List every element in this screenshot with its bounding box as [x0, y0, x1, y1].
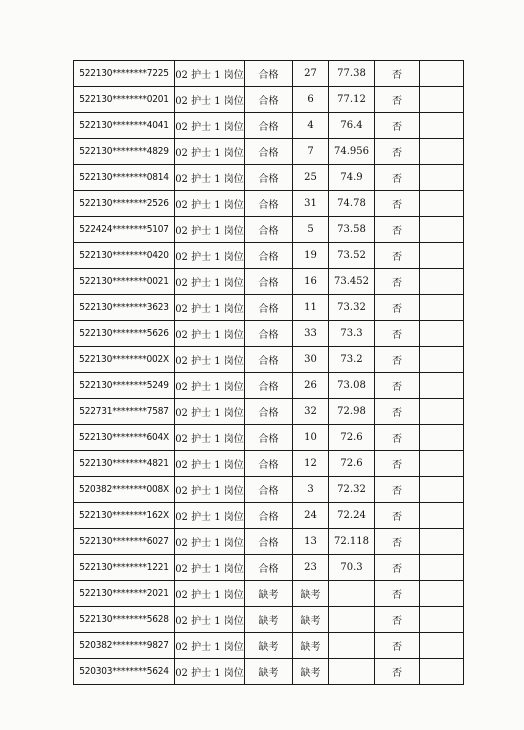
extra-cell — [420, 165, 464, 191]
rank-cell: 6 — [293, 87, 329, 113]
id-cell: 522130********7225 — [74, 61, 175, 87]
score-cell: 73.52 — [329, 243, 375, 269]
flag-cell: 否 — [375, 269, 420, 295]
score-cell: 76.4 — [329, 113, 375, 139]
flag-cell: 否 — [375, 113, 420, 139]
flag-cell: 否 — [375, 373, 420, 399]
results-table-body — [74, 61, 464, 685]
rank-cell: 5 — [293, 217, 329, 243]
post-cell: 02 护士 1 岗位 — [175, 529, 245, 555]
qualification-cell: 合格 — [245, 347, 293, 373]
id-cell: 522130********3623 — [74, 295, 175, 321]
flag-cell: 否 — [375, 321, 420, 347]
table-row — [74, 191, 464, 217]
score-cell: 72.24 — [329, 503, 375, 529]
id-cell: 520382********9827 — [74, 633, 175, 659]
extra-cell — [420, 243, 464, 269]
post-cell: 02 护士 1 岗位 — [175, 477, 245, 503]
qualification-cell: 合格 — [245, 191, 293, 217]
qualification-cell: 合格 — [245, 451, 293, 477]
qualification-cell: 合格 — [245, 61, 293, 87]
score-cell — [329, 581, 375, 607]
extra-cell — [420, 61, 464, 87]
table-row — [74, 399, 464, 425]
post-cell: 02 护士 1 岗位 — [175, 347, 245, 373]
score-cell: 77.38 — [329, 61, 375, 87]
rank-cell: 25 — [293, 165, 329, 191]
post-cell: 02 护士 1 岗位 — [175, 633, 245, 659]
rank-cell: 16 — [293, 269, 329, 295]
table-row — [74, 295, 464, 321]
rank-cell: 缺考 — [293, 633, 329, 659]
qualification-cell: 合格 — [245, 373, 293, 399]
flag-cell: 否 — [375, 399, 420, 425]
table-row — [74, 87, 464, 113]
table-row — [74, 451, 464, 477]
extra-cell — [420, 607, 464, 633]
table-row — [74, 347, 464, 373]
rank-cell: 26 — [293, 373, 329, 399]
extra-cell — [420, 347, 464, 373]
rank-cell: 24 — [293, 503, 329, 529]
score-cell — [329, 607, 375, 633]
rank-cell: 缺考 — [293, 581, 329, 607]
id-cell: 522130********5628 — [74, 607, 175, 633]
qualification-cell: 合格 — [245, 87, 293, 113]
extra-cell — [420, 581, 464, 607]
qualification-cell: 合格 — [245, 269, 293, 295]
score-cell: 73.452 — [329, 269, 375, 295]
extra-cell — [420, 269, 464, 295]
extra-cell — [420, 191, 464, 217]
post-cell: 02 护士 1 岗位 — [175, 451, 245, 477]
score-cell: 73.58 — [329, 217, 375, 243]
score-cell — [329, 659, 375, 685]
id-cell: 522130********0201 — [74, 87, 175, 113]
id-cell: 522731********7587 — [74, 399, 175, 425]
table-row — [74, 139, 464, 165]
id-cell: 522130********4041 — [74, 113, 175, 139]
flag-cell: 否 — [375, 451, 420, 477]
flag-cell: 否 — [375, 529, 420, 555]
table-row — [74, 633, 464, 659]
extra-cell — [420, 425, 464, 451]
flag-cell: 否 — [375, 217, 420, 243]
extra-cell — [420, 87, 464, 113]
qualification-cell: 合格 — [245, 529, 293, 555]
qualification-cell: 合格 — [245, 165, 293, 191]
post-cell: 02 护士 1 岗位 — [175, 659, 245, 685]
flag-cell: 否 — [375, 139, 420, 165]
post-cell: 02 护士 1 岗位 — [175, 243, 245, 269]
post-cell: 02 护士 1 岗位 — [175, 503, 245, 529]
flag-cell: 否 — [375, 633, 420, 659]
qualification-cell: 合格 — [245, 477, 293, 503]
score-cell: 74.9 — [329, 165, 375, 191]
score-cell: 72.6 — [329, 425, 375, 451]
qualification-cell: 缺考 — [245, 581, 293, 607]
flag-cell: 否 — [375, 243, 420, 269]
rank-cell: 31 — [293, 191, 329, 217]
extra-cell — [420, 529, 464, 555]
post-cell: 02 护士 1 岗位 — [175, 373, 245, 399]
table-row — [74, 555, 464, 581]
id-cell: 522130********6027 — [74, 529, 175, 555]
post-cell: 02 护士 1 岗位 — [175, 269, 245, 295]
rank-cell: 30 — [293, 347, 329, 373]
id-cell: 522130********4829 — [74, 139, 175, 165]
id-cell: 522130********1221 — [74, 555, 175, 581]
flag-cell: 否 — [375, 555, 420, 581]
post-cell: 02 护士 1 岗位 — [175, 321, 245, 347]
table-row — [74, 165, 464, 191]
post-cell: 02 护士 1 岗位 — [175, 425, 245, 451]
extra-cell — [420, 477, 464, 503]
rank-cell: 19 — [293, 243, 329, 269]
score-cell: 77.12 — [329, 87, 375, 113]
table-row — [74, 581, 464, 607]
id-cell: 522424********5107 — [74, 217, 175, 243]
post-cell: 02 护士 1 岗位 — [175, 87, 245, 113]
extra-cell — [420, 555, 464, 581]
rank-cell: 7 — [293, 139, 329, 165]
extra-cell — [420, 295, 464, 321]
id-cell: 520303********5624 — [74, 659, 175, 685]
rank-cell: 32 — [293, 399, 329, 425]
table-row — [74, 113, 464, 139]
rank-cell: 27 — [293, 61, 329, 87]
score-cell: 72.6 — [329, 451, 375, 477]
flag-cell: 否 — [375, 659, 420, 685]
id-cell: 522130********0420 — [74, 243, 175, 269]
extra-cell — [420, 217, 464, 243]
qualification-cell: 合格 — [245, 321, 293, 347]
qualification-cell: 合格 — [245, 503, 293, 529]
rank-cell: 10 — [293, 425, 329, 451]
score-cell: 72.118 — [329, 529, 375, 555]
score-cell: 74.956 — [329, 139, 375, 165]
post-cell: 02 护士 1 岗位 — [175, 165, 245, 191]
extra-cell — [420, 373, 464, 399]
id-cell: 522130********0814 — [74, 165, 175, 191]
extra-cell — [420, 633, 464, 659]
post-cell: 02 护士 1 岗位 — [175, 555, 245, 581]
flag-cell: 否 — [375, 61, 420, 87]
flag-cell: 否 — [375, 425, 420, 451]
rank-cell: 13 — [293, 529, 329, 555]
id-cell: 522130********5626 — [74, 321, 175, 347]
qualification-cell: 缺考 — [245, 607, 293, 633]
extra-cell — [420, 503, 464, 529]
score-cell: 72.32 — [329, 477, 375, 503]
qualification-cell: 合格 — [245, 295, 293, 321]
qualification-cell: 合格 — [245, 217, 293, 243]
rank-cell: 4 — [293, 113, 329, 139]
table-row — [74, 373, 464, 399]
id-cell: 522130********002X — [74, 347, 175, 373]
post-cell: 02 护士 1 岗位 — [175, 113, 245, 139]
rank-cell: 缺考 — [293, 607, 329, 633]
table-row — [74, 607, 464, 633]
flag-cell: 否 — [375, 607, 420, 633]
extra-cell — [420, 113, 464, 139]
extra-cell — [420, 451, 464, 477]
id-cell: 522130********0021 — [74, 269, 175, 295]
table-row — [74, 321, 464, 347]
rank-cell: 23 — [293, 555, 329, 581]
qualification-cell: 合格 — [245, 139, 293, 165]
rank-cell: 3 — [293, 477, 329, 503]
score-cell: 73.32 — [329, 295, 375, 321]
table-row — [74, 659, 464, 685]
flag-cell: 否 — [375, 295, 420, 321]
qualification-cell: 缺考 — [245, 659, 293, 685]
rank-cell: 缺考 — [293, 659, 329, 685]
qualification-cell: 合格 — [245, 555, 293, 581]
qualification-cell: 合格 — [245, 399, 293, 425]
id-cell: 522130********2526 — [74, 191, 175, 217]
flag-cell: 否 — [375, 581, 420, 607]
id-cell: 520382********008X — [74, 477, 175, 503]
flag-cell: 否 — [375, 165, 420, 191]
id-cell: 522130********2021 — [74, 581, 175, 607]
flag-cell: 否 — [375, 503, 420, 529]
qualification-cell: 合格 — [245, 243, 293, 269]
score-cell — [329, 633, 375, 659]
post-cell: 02 护士 1 岗位 — [175, 581, 245, 607]
rank-cell: 12 — [293, 451, 329, 477]
extra-cell — [420, 321, 464, 347]
table-row — [74, 477, 464, 503]
table-row — [74, 529, 464, 555]
flag-cell: 否 — [375, 191, 420, 217]
qualification-cell: 合格 — [245, 425, 293, 451]
table-row — [74, 269, 464, 295]
id-cell: 522130********4821 — [74, 451, 175, 477]
table-row — [74, 503, 464, 529]
post-cell: 02 护士 1 岗位 — [175, 139, 245, 165]
qualification-cell: 缺考 — [245, 633, 293, 659]
post-cell: 02 护士 1 岗位 — [175, 399, 245, 425]
id-cell: 522130********604X — [74, 425, 175, 451]
table-row — [74, 425, 464, 451]
flag-cell: 否 — [375, 87, 420, 113]
score-cell: 70.3 — [329, 555, 375, 581]
id-cell: 522130********162X — [74, 503, 175, 529]
extra-cell — [420, 399, 464, 425]
score-cell: 73.2 — [329, 347, 375, 373]
flag-cell: 否 — [375, 347, 420, 373]
table-row — [74, 243, 464, 269]
table-row — [74, 217, 464, 243]
score-cell: 73.3 — [329, 321, 375, 347]
post-cell: 02 护士 1 岗位 — [175, 191, 245, 217]
post-cell: 02 护士 1 岗位 — [175, 295, 245, 321]
qualification-cell: 合格 — [245, 113, 293, 139]
post-cell: 02 护士 1 岗位 — [175, 607, 245, 633]
score-cell: 74.78 — [329, 191, 375, 217]
id-cell: 522130********5249 — [74, 373, 175, 399]
results-table — [73, 60, 464, 685]
table-row — [74, 61, 464, 87]
extra-cell — [420, 139, 464, 165]
post-cell: 02 护士 1 岗位 — [175, 217, 245, 243]
flag-cell: 否 — [375, 477, 420, 503]
extra-cell — [420, 659, 464, 685]
rank-cell: 33 — [293, 321, 329, 347]
score-cell: 73.08 — [329, 373, 375, 399]
score-cell: 72.98 — [329, 399, 375, 425]
post-cell: 02 护士 1 岗位 — [175, 61, 245, 87]
rank-cell: 11 — [293, 295, 329, 321]
